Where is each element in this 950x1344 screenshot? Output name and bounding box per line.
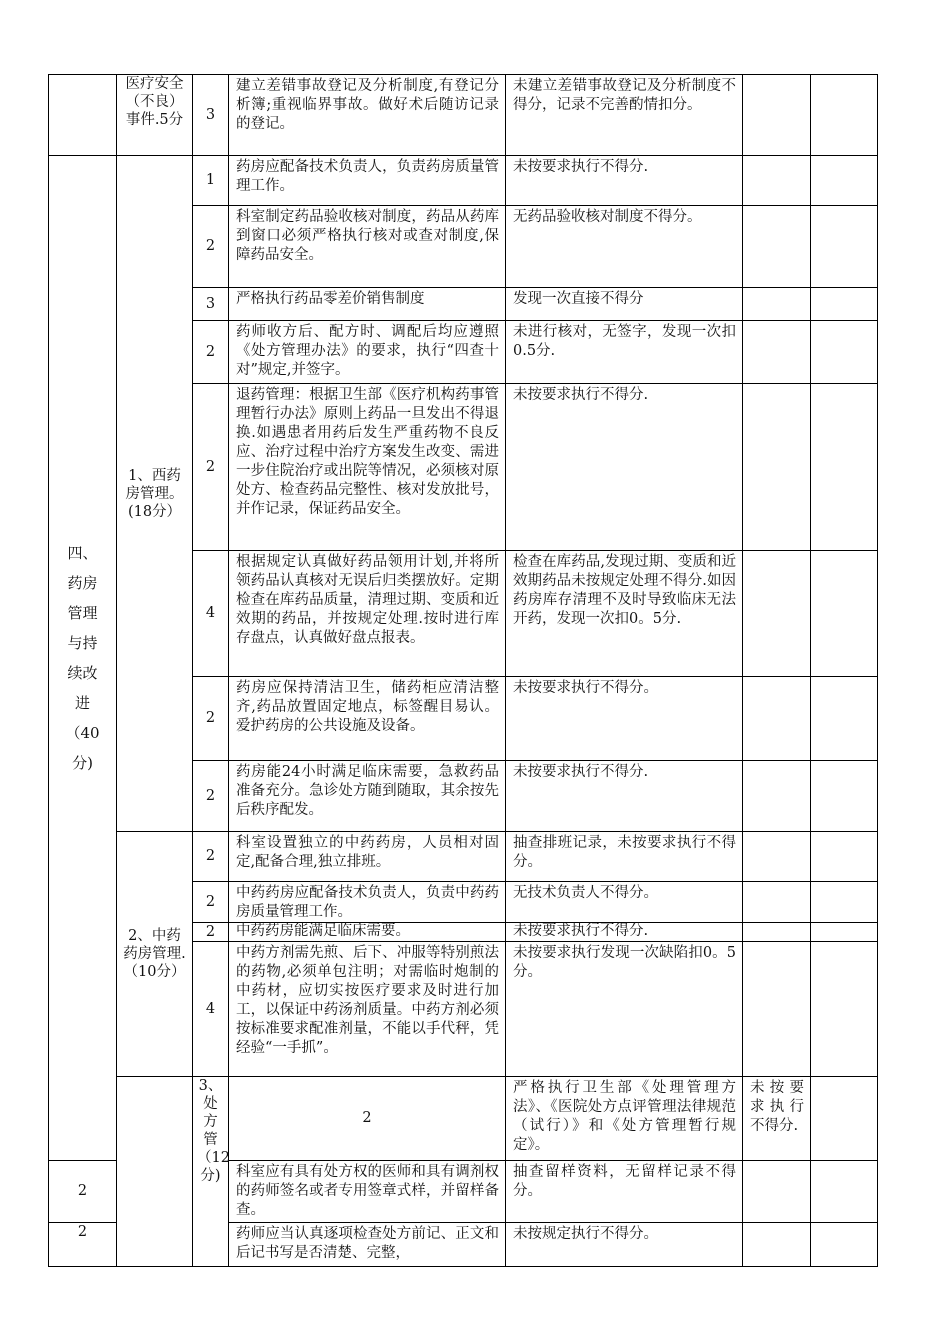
blank-cell	[743, 942, 811, 1077]
blank-cell	[743, 206, 811, 288]
blank-cell	[743, 761, 811, 832]
criteria-cell: 发现一次直接不得分	[506, 288, 743, 321]
standard-cell: 科室设置独立的中药药房，人员相对固定,配备合理,独立排班。	[229, 832, 506, 882]
section-heading: 四、 药房 管理 与持 续改 进 （40 分)	[49, 156, 117, 1161]
standard-cell: 药房应配备技术负责人，负责药房质量管理工作。	[229, 156, 506, 206]
criteria-cell: 未按要求执行不得分。	[506, 677, 743, 761]
subsection-chinese-pharmacy: 2、中药药房管理.（10分）	[117, 832, 193, 1077]
blank-cell	[743, 923, 811, 942]
standard-cell: 严格执行卫生部《处理管理方法》、《医院处方点评管理法律规范（试行）》和《处方管理暂行规定》。	[506, 1077, 743, 1161]
blank-cell	[811, 677, 878, 761]
criteria-cell: 未按规定执行不得分。	[506, 1223, 743, 1267]
blank-cell	[811, 923, 878, 942]
criteria-cell: 未按要求执行不得分.	[506, 761, 743, 832]
standard-cell: 中药药房能满足临床需要。	[229, 923, 506, 942]
blank-cell	[743, 832, 811, 882]
criteria-cell: 未按要求执行不得分.	[506, 923, 743, 942]
criteria-cell: 未按要求执行发现一次缺陷扣0。5分。	[506, 942, 743, 1077]
criteria-cell: 未按要求执行不得分.	[506, 156, 743, 206]
blank-cell	[811, 1161, 878, 1223]
score-cell: 2	[193, 882, 229, 923]
criteria-cell: 抽查排班记录，未按要求执行不得分。	[506, 832, 743, 882]
blank-cell	[743, 288, 811, 321]
blank-cell	[743, 551, 811, 677]
subsection-medical-safety: 医疗安全（不良）事件.5分	[117, 75, 193, 156]
score-cell: 2	[193, 384, 229, 551]
section-cell-empty	[49, 75, 117, 156]
blank-cell	[811, 551, 878, 677]
blank-cell	[811, 1223, 878, 1267]
criteria-cell: 检查在库药品,发现过期、变质和近效期药品未按规定处理不得分.如因药房库存清理不及时导致临床无法开药，发现一次扣0。5分.	[506, 551, 743, 677]
criteria-cell: 无技术负责人不得分。	[506, 882, 743, 923]
standard-cell: 药师收方后、配方时、调配后均应遵照《处方管理办法》的要求，执行“四查十对”规定,并签字。	[229, 321, 506, 384]
score-cell: 2	[193, 761, 229, 832]
blank-cell	[811, 75, 878, 156]
blank-cell	[743, 677, 811, 761]
criteria-cell: 未进行核对，无签字，发现一次扣0.5分.	[506, 321, 743, 384]
blank-cell	[811, 942, 878, 1077]
blank-cell	[811, 882, 878, 923]
score-cell: 2	[229, 1077, 506, 1161]
standard-cell: 建立差错事故登记及分析制度,有登记分析簿;重视临界事故。做好术后随访记录的登记。	[229, 75, 506, 156]
criteria-cell: 未按要求执行不得分.	[506, 384, 743, 551]
standard-cell: 严格执行药品零差价销售制度	[229, 288, 506, 321]
score-cell: 4	[193, 942, 229, 1077]
section-cell-empty	[117, 1077, 193, 1267]
criteria-cell: 未按要求执行不得分.	[743, 1077, 811, 1161]
score-cell: 2	[193, 321, 229, 384]
standard-cell: 科室应有具有处方权的医师和具有调剂权的药师签名或者专用签章式样，并留样备查。	[229, 1161, 506, 1223]
blank-cell	[811, 288, 878, 321]
blank-cell	[743, 882, 811, 923]
table-row	[49, 832, 878, 882]
subsection-prescription: 3、处方管（12分)	[193, 1077, 229, 1267]
score-cell: 2	[49, 1161, 117, 1223]
score-cell: 2	[193, 677, 229, 761]
score-cell: 3	[193, 75, 229, 156]
table-row	[49, 75, 878, 156]
score-cell: 2	[49, 1223, 117, 1267]
blank-cell	[811, 384, 878, 551]
criteria-cell: 抽查留样资料，无留样记录不得分。	[506, 1161, 743, 1223]
standard-cell: 根据规定认真做好药品领用计划,并将所领药品认真核对无误后归类摆放好。定期检查在库药品质量，清理过期、变质和近效期的药品，并按规定处理.按时进行库存盘点，认真做好盘点报表。	[229, 551, 506, 677]
evaluation-table	[48, 74, 878, 1267]
standard-cell: 中药药房应配备技术负责人，负责中药药房质量管理工作。	[229, 882, 506, 923]
blank-cell	[811, 1077, 878, 1161]
blank-cell	[743, 1161, 811, 1223]
criteria-cell: 未建立差错事故登记及分析制度不得分，记录不完善酌情扣分。	[506, 75, 743, 156]
blank-cell	[811, 832, 878, 882]
table-row	[49, 1077, 878, 1161]
blank-cell	[743, 321, 811, 384]
standard-cell: 药房能24小时满足临床需要，急救药品准备充分。急诊处方随到随取，其余按先后秩序配发。	[229, 761, 506, 832]
score-cell: 2	[193, 832, 229, 882]
blank-cell	[811, 206, 878, 288]
blank-cell	[811, 761, 878, 832]
score-cell: 2	[193, 923, 229, 942]
score-cell: 4	[193, 551, 229, 677]
standard-cell: 退药管理：根据卫生部《医疗机构药事管理暂行办法》原则上药品一旦发出不得退换.如遇患者用药后发生严重药物不良反应、治疗过程中治疗方案发生改变、需进一步住院治疗或出院等情况，必须核对原处方、检查药品完整性、核对发放批号，并作记录，保证药品安全。	[229, 384, 506, 551]
standard-cell: 中药方剂需先煎、后下、冲服等特别煎法的药物,必须单包注明；对需临时炮制的中药材，应切实按医疗要求及时进行加工，以保证中药汤剂质量。中药方剂必须按标准要求配准剂量，不能以手代秤，凭经验“一手抓”。	[229, 942, 506, 1077]
blank-cell	[743, 156, 811, 206]
score-cell: 3	[193, 288, 229, 321]
criteria-cell: 无药品验收核对制度不得分。	[506, 206, 743, 288]
standard-cell: 药房应保持清洁卫生，储药柜应清洁整齐,药品放置固定地点，标签醒目易认。爱护药房的公共设施及设备。	[229, 677, 506, 761]
blank-cell	[743, 75, 811, 156]
score-cell: 1	[193, 156, 229, 206]
score-cell: 2	[193, 206, 229, 288]
blank-cell	[811, 321, 878, 384]
standard-cell: 药师应当认真逐项检查处方前记、正文和后记书写是否清楚、完整，	[229, 1223, 506, 1267]
table-row	[49, 156, 878, 206]
blank-cell	[743, 1223, 811, 1267]
subsection-western-pharmacy: 1、西药房管理。(18分）	[117, 156, 193, 832]
blank-cell	[811, 156, 878, 206]
blank-cell	[743, 384, 811, 551]
standard-cell: 科室制定药品验收核对制度，药品从药库到窗口必须严格执行核对或查对制度,保障药品安全。	[229, 206, 506, 288]
